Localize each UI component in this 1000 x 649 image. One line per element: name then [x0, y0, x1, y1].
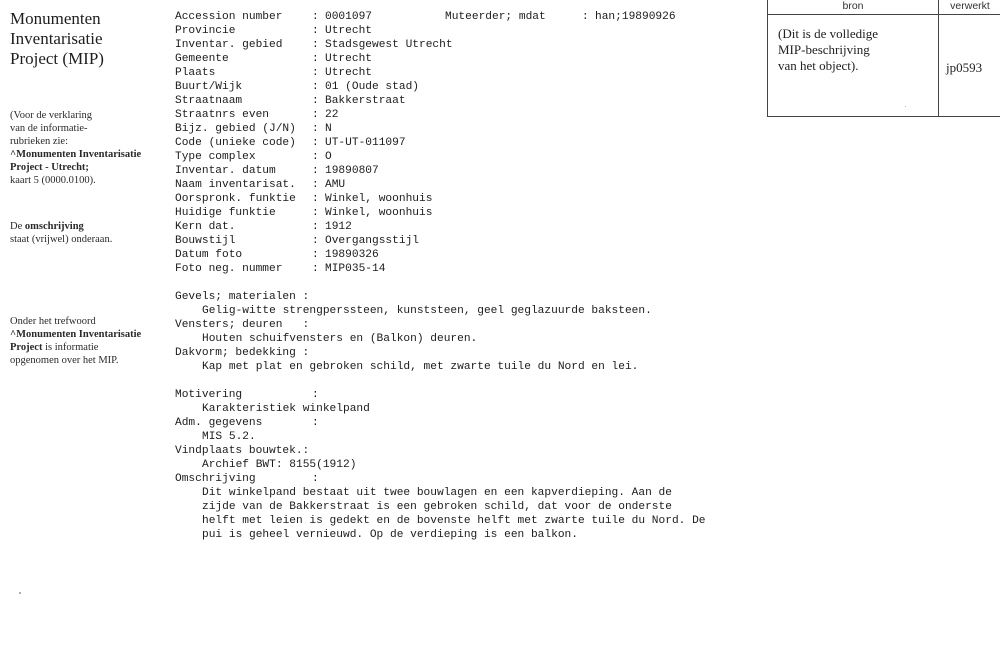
- section-text: Archief BWT: 8155(1912): [202, 459, 357, 471]
- field-colon: :: [312, 235, 319, 247]
- field-label: Huidige funktie: [175, 207, 276, 219]
- field-colon: :: [312, 193, 319, 205]
- note-bold: ^Monumenten Inventarisatie: [10, 149, 142, 160]
- note-line: opgenomen over het MIP.: [10, 355, 119, 366]
- bron-line: MIP-beschrijving: [778, 42, 870, 57]
- note-bold: ^Monumenten Inventarisatie: [10, 329, 142, 340]
- record-row: [175, 150, 765, 164]
- note-line: kaart 5 (0000.0100).: [10, 175, 96, 186]
- field-colon: :: [312, 249, 319, 261]
- record-row: [175, 108, 765, 122]
- mip-title: [10, 9, 160, 69]
- section-text: helft met leien is gedekt en de bovenste helft met zwarte tuile du Nord. De: [202, 515, 706, 527]
- note-line: rubrieken zie:: [10, 136, 69, 147]
- title-line: Inventarisatie: [10, 29, 103, 48]
- field-label: Inventar. gebied: [175, 39, 283, 51]
- field-label: Foto neg. nummer: [175, 263, 283, 275]
- field-label: Provincie: [175, 25, 236, 37]
- field-label: Gemeente: [175, 53, 229, 65]
- field-value: 19890326: [325, 249, 379, 261]
- field-value: Overgangsstijl: [325, 235, 419, 247]
- material-heading: Dakvorm; bedekking :: [175, 347, 310, 359]
- record-row: [175, 234, 765, 248]
- mutator-value: han;19890926: [595, 11, 676, 23]
- field-colon: :: [312, 53, 319, 65]
- section-text: Dit winkelpand bestaat uit twee bouwlagen en een kapverdieping. Aan de: [202, 487, 672, 499]
- scan-speck: [905, 106, 906, 107]
- note-bold: omschrijving: [24, 221, 84, 232]
- field-label: Buurt/Wijk: [175, 81, 243, 93]
- record-fields: [175, 10, 765, 276]
- record-row: [175, 80, 765, 94]
- header-verwerkt: verwerkt: [939, 0, 1000, 15]
- field-value: AMU: [325, 179, 346, 191]
- record-row: [175, 206, 765, 220]
- material-heading: Gevels; materialen :: [175, 291, 310, 303]
- field-label: Kern dat.: [175, 221, 236, 233]
- section-text: zijde van de Bakkerstraat is een gebroken schild, dat voor de onderste: [202, 501, 672, 513]
- header-bron: bron: [768, 0, 939, 15]
- title-line: Monumenten: [10, 9, 101, 28]
- record-row: [175, 94, 765, 108]
- section-text: MIS 5.2.: [202, 431, 256, 443]
- field-colon: :: [312, 207, 319, 219]
- field-value: O: [325, 151, 332, 163]
- section-heading-colon: :: [312, 417, 319, 429]
- field-label: Inventar. datum: [175, 165, 276, 177]
- bron-text: [778, 26, 928, 74]
- record-row: [175, 66, 765, 80]
- field-label: Straatnrs even: [175, 109, 269, 121]
- record-row: [175, 122, 765, 136]
- note-line: Onder het trefwoord: [10, 316, 96, 327]
- field-label: Accession number: [175, 11, 283, 23]
- note-text: is informatie: [42, 342, 99, 353]
- field-colon: :: [312, 25, 319, 37]
- field-value: Stadsgewest Utrecht: [325, 39, 453, 51]
- material-text: Houten schuifvensters en (Balkon) deuren.: [202, 333, 478, 345]
- note-text: De: [10, 221, 25, 232]
- record-row: [175, 178, 765, 192]
- field-value: Utrecht: [325, 53, 372, 65]
- section-heading: [175, 472, 775, 486]
- keyword-note: [10, 315, 170, 367]
- section-heading: [175, 388, 775, 402]
- record-row: [175, 220, 765, 234]
- record-row: [175, 38, 765, 52]
- field-colon: :: [312, 109, 319, 121]
- record-row: [175, 10, 765, 24]
- description-sections: [175, 388, 775, 542]
- field-value: Bakkerstraat: [325, 95, 406, 107]
- material-text: Gelig-witte strengperssteen, kunststeen, geel geglazuurde baksteen.: [202, 305, 652, 317]
- record-row: [175, 164, 765, 178]
- material-heading: Vensters; deuren :: [175, 319, 310, 331]
- field-value: 1912: [325, 221, 352, 233]
- material-text: Kap met plat en gebroken schild, met zwarte tuile du Nord en lei.: [202, 361, 639, 373]
- section-heading-colon: :: [312, 473, 319, 485]
- note-bold: Project - Utrecht;: [10, 162, 89, 173]
- section-heading-label: Omschrijving: [175, 473, 256, 485]
- explanation-note: [10, 109, 170, 187]
- field-value: MIP035-14: [325, 263, 386, 275]
- field-colon: :: [312, 151, 319, 163]
- field-colon: :: [312, 263, 319, 275]
- field-label: Code (unieke code): [175, 137, 296, 149]
- field-colon: :: [312, 221, 319, 233]
- field-value: 01 (Oude stad): [325, 81, 419, 93]
- field-label: Bijz. gebied (J/N): [175, 123, 296, 135]
- verwerkt-code: jp0593: [946, 60, 983, 75]
- description-note: [10, 220, 170, 246]
- note-bold: Project: [10, 342, 43, 353]
- section-heading-label: Adm. gegevens: [175, 417, 263, 429]
- note-line: staat (vrijwel) onderaan.: [10, 234, 113, 245]
- bron-line: (Dit is de volledige: [778, 26, 879, 41]
- section-heading: [175, 416, 775, 430]
- record-row: [175, 262, 765, 276]
- mutator-colon: :: [582, 11, 589, 23]
- field-label: Naam inventarisat.: [175, 179, 296, 191]
- column-divider: [938, 14, 939, 116]
- source-box: [767, 0, 1000, 117]
- field-value: 22: [325, 109, 339, 121]
- section-heading-colon: :: [312, 389, 319, 401]
- field-colon: :: [312, 123, 319, 135]
- field-value: Winkel, woonhuis: [325, 193, 433, 205]
- field-label: Datum foto: [175, 249, 243, 261]
- record-row: [175, 192, 765, 206]
- record-row: [175, 24, 765, 38]
- note-line: van de informatie-: [10, 123, 88, 134]
- field-colon: :: [312, 81, 319, 93]
- field-label: Bouwstijl: [175, 235, 236, 247]
- section-heading: [175, 444, 775, 458]
- field-colon: :: [312, 39, 319, 51]
- field-label: Type complex: [175, 151, 256, 163]
- field-colon: :: [312, 165, 319, 177]
- record-row: [175, 248, 765, 262]
- field-colon: :: [312, 11, 319, 23]
- mutator-label: Muteerder; mdat: [445, 11, 546, 23]
- field-value: Utrecht: [325, 67, 372, 79]
- record-row: [175, 52, 765, 66]
- scan-speck: [19, 592, 21, 594]
- field-label: Straatnaam: [175, 95, 243, 107]
- field-value: N: [325, 123, 332, 135]
- field-label: Oorspronk. funktie: [175, 193, 296, 205]
- section-text: pui is geheel vernieuwd. Op de verdieping is een balkon.: [202, 529, 578, 541]
- field-colon: :: [312, 95, 319, 107]
- title-line: Project (MIP): [10, 49, 104, 68]
- section-heading-label: Motivering: [175, 389, 243, 401]
- field-value: Utrecht: [325, 25, 372, 37]
- field-value: UT-UT-011097: [325, 137, 406, 149]
- field-colon: :: [312, 179, 319, 191]
- field-label: Plaats: [175, 67, 216, 79]
- field-colon: :: [312, 67, 319, 79]
- record-row: [175, 136, 765, 150]
- note-line: (Voor de verklaring: [10, 110, 93, 121]
- field-value: 19890807: [325, 165, 379, 177]
- field-value: 0001097: [325, 11, 372, 23]
- section-text: Karakteristiek winkelpand: [202, 403, 370, 415]
- field-value: Winkel, woonhuis: [325, 207, 433, 219]
- section-heading-label: Vindplaats bouwtek.:: [175, 445, 310, 457]
- materials-section: [175, 290, 775, 374]
- bron-line: van het object).: [778, 58, 859, 73]
- field-colon: :: [312, 137, 319, 149]
